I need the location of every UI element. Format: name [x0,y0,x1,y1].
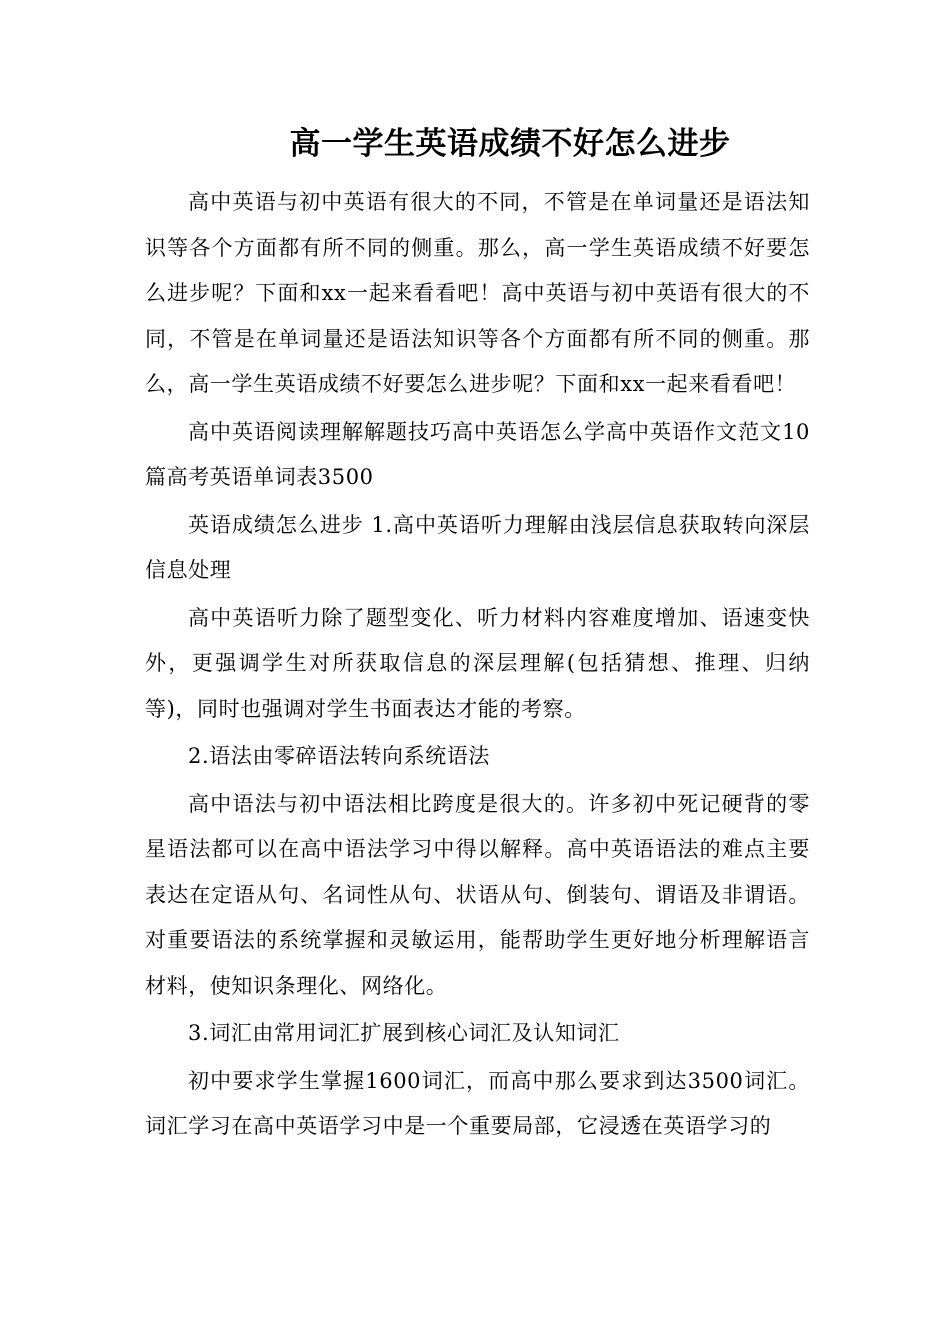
paragraph-heading-2: 2.语法由零碎语法转向系统语法 [188,744,491,768]
document-title: 高一学生英语成绩不好怎么进步 [289,126,731,162]
document-body [145,180,810,1152]
paragraph-heading-1: 英语成绩怎么进步 1.高中英语听力理解由浅层信息获取转向深层信息处理 [145,512,810,582]
paragraph-related-links: 高中英语阅读理解解题技巧高中英语怎么学高中英语作文范文10篇高考英语单词表3500 [145,419,810,489]
paragraph-intro: 高中英语与初中英语有很大的不同，不管是在单词量还是语法知识等各个方面都有所不同的侧重。那么，高一学生英语成绩不好要怎么进步呢？下面和xx一起来看看吧！高中英语与初中英语有很大的不同，不管是在单词量还是语法知识等各个方面都有所不同的侧重。那么，高一学生英语成绩不好要怎么进步呢？下面和xx一起来看看吧！ [145,190,810,396]
paragraph-heading-3: 3.词汇由常用词汇扩展到核心词汇及认知词汇 [188,1021,620,1045]
paragraph-grammar: 高中语法与初中语法相比跨度是很大的。许多初中死记硬背的零星语法都可以在高中语法学习中得以解释。高中英语语法的难点主要表达在定语从句、名词性从句、状语从句、倒装句、谓语及非谓语。对重要语法的系统掌握和灵敏运用，能帮助学生更好地分析理解语言材料，使知识条理化、网络化。 [145,791,810,998]
paragraph-vocabulary: 初中要求学生掌握1600词汇，而高中那么要求到达3500词汇。词汇学习在高中英语学习中是一个重要局部，它浸透在英语学习的 [145,1068,810,1138]
paragraph-listening: 高中英语听力除了题型变化、听力材料内容难度增加、语速变快外，更强调学生对所获取信息的深层理解(包括猜想、推理、归纳等)，同时也强调对学生书面表达才能的考察。 [145,605,810,721]
